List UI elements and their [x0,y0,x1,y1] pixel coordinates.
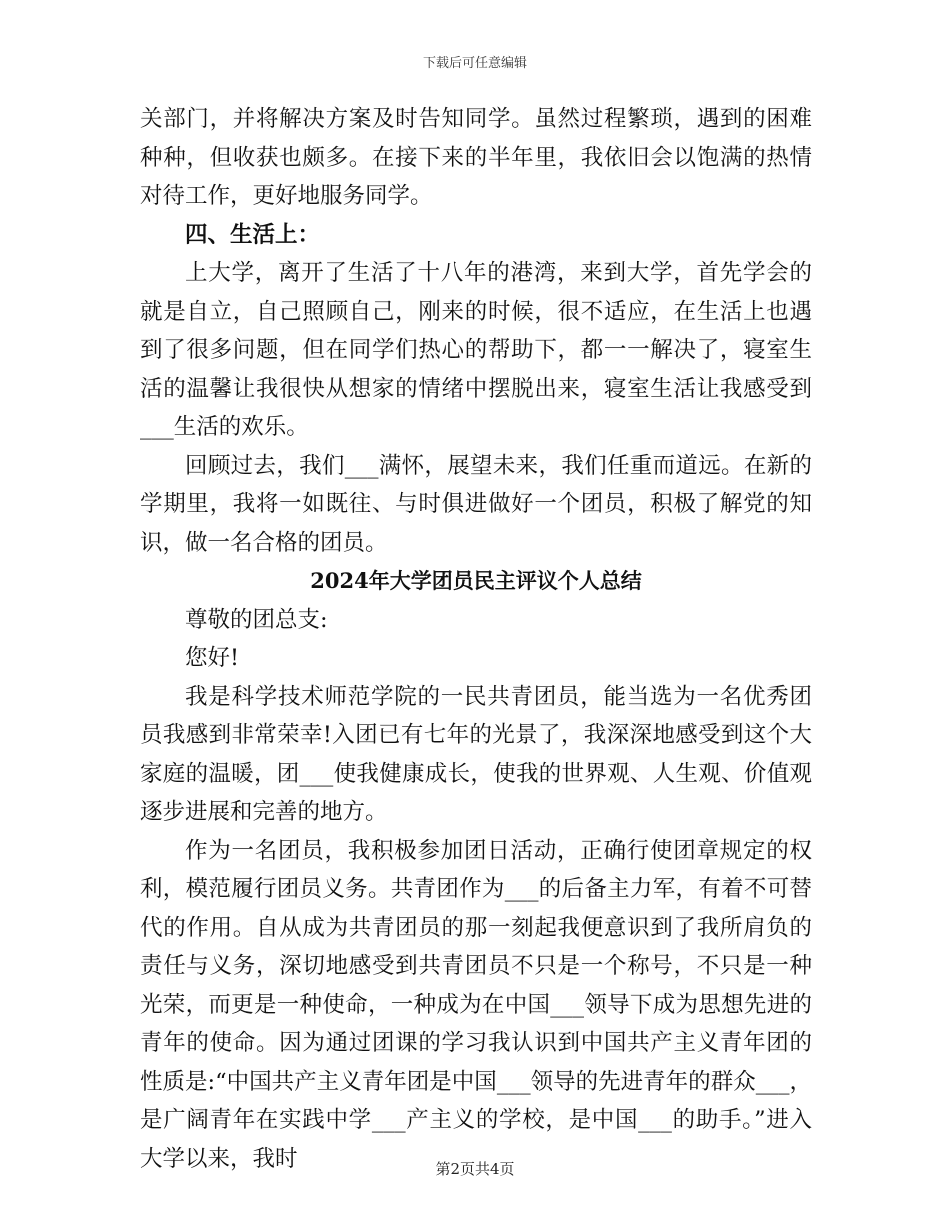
greeting: 您好! [185,645,240,671]
paragraph: 上大学，离开了生活了十八年的港湾，来到大学，首先学会的就是自立，自己照顾自己，刚来的时候，很不适应，在生活上也遇到了很多问题，但在同学们热心的帮助下，都一一解决了，寝室生活的温馨让我很快从想家的情绪中摆脱出来，寝室生活让我感受到___生活的欢乐。 [140,260,812,440]
paragraph: 作为一名团员，我积极参加团日活动，正确行使团章规定的权利，模范履行团员义务。共青团作为___的后备主力军，有着不可替代的作用。自从成为共青团员的那一刻起我便意识到了我所肩负的责任与义务，深切地感受到共青团员不只是一个称号，不只是一种光荣，而更是一种使命，一种成为在中国___领导下成为思想先进的青年的使命。因为通过团课的学习我认识到中国共产主义青年团的性质是:“中国共产主义青年团是中国___领导的先进青年的群众___，是广阔青年在实践中学___产主义的学校，是中国___的助手。”进入大学以来，我时 [140,837,812,1172]
paragraph: 我是科学技术师范学院的一民共青团员，能当选为一名优秀团员我感到非常荣幸!入团已有七年的光景了，我深深地感受到这个大家庭的温暖，团___使我健康成长，使我的世界观、人生观、价值观逐步进展和完善的地方。 [140,683,812,825]
paragraph: 关部门，并将解决方案及时告知同学。虽然过程繁琐，遇到的困难种种，但收获也颇多。在接下来的半年里，我依旧会以饱满的热情对待工作，更好地服务同学。 [140,106,812,209]
document-body [140,100,812,1178]
salutation: 尊敬的团总支: [185,606,328,633]
page-header-note: 下载后可任意编辑 [422,56,527,71]
page-number: 第2页共4页 [435,1160,515,1178]
section-heading: 四、生活上： [185,221,321,248]
paragraph: 回顾过去，我们___满怀，展望未来，我们任重而道远。在新的学期里，我将一如既往、与时俱进做好一个团员，积极了解党的知识，做一名合格的团员。 [140,452,812,556]
document-title: 2024年大学团员民主评议个人总结 [310,568,642,593]
